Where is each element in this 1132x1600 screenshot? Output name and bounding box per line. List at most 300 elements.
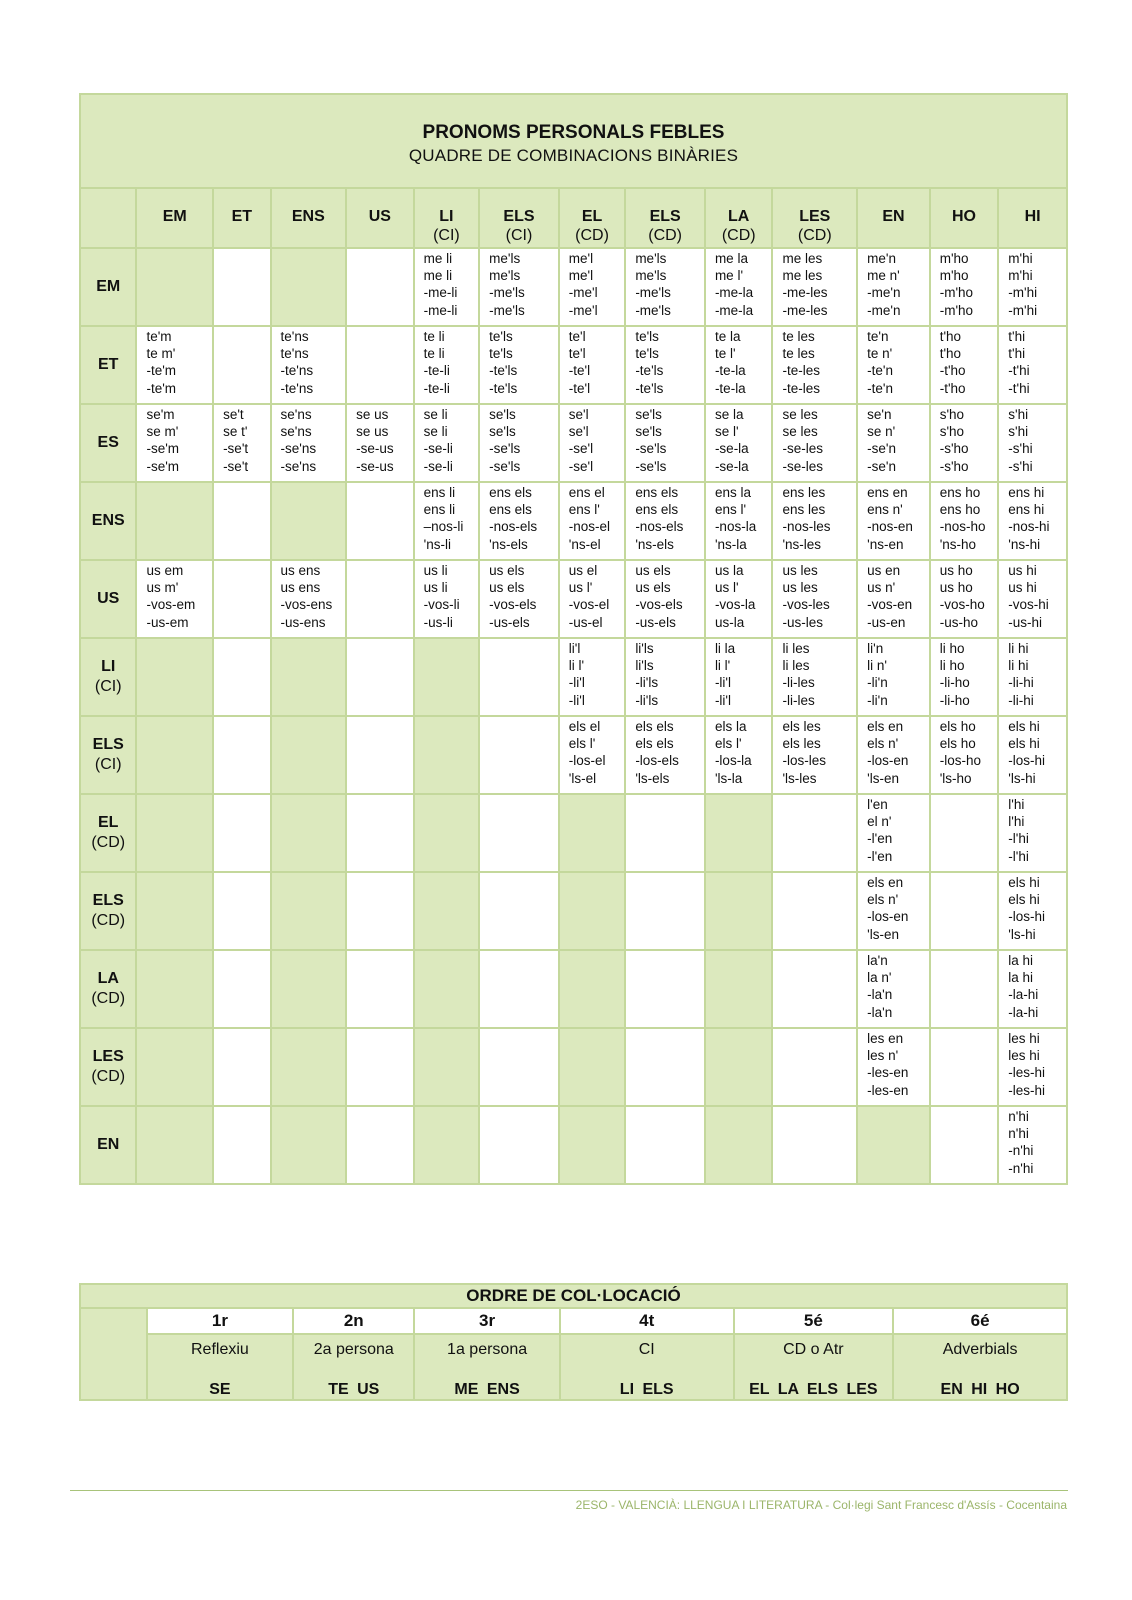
combination-form: m'ho <box>939 251 969 266</box>
combination-form: -se-li <box>423 441 453 457</box>
combination-cell <box>559 560 626 638</box>
combination-cell <box>136 482 213 560</box>
combination-form: -se'ls <box>635 458 667 474</box>
combination-form: -la-hi <box>1008 987 1039 1003</box>
combination-form: -vos-hi <box>1008 597 1049 613</box>
combination-form: -se'l <box>568 441 594 457</box>
combination-cell <box>772 872 857 950</box>
combination-form: -te-li <box>423 380 450 396</box>
order-pronouns: EL LA ELS LES <box>749 1381 878 1398</box>
combination-form: m'hi <box>1008 251 1033 266</box>
combination-form: li les <box>782 641 810 656</box>
combination-form: se'm <box>146 407 175 422</box>
combination-form: us hi <box>1008 580 1037 596</box>
combination-form: els l' <box>714 736 742 752</box>
combination-form: -s'ho <box>939 441 969 457</box>
combination-form: -vos-els <box>489 597 537 613</box>
combination-form: 'ns-les <box>782 536 822 552</box>
combination-cell <box>479 560 559 638</box>
row-header-sub: (CD) <box>91 834 126 851</box>
combination-form: -la'n <box>867 1004 893 1020</box>
column-header <box>998 188 1067 248</box>
row-header-name: ELS <box>92 892 124 909</box>
combination-form: li n' <box>867 658 887 674</box>
combination-cell <box>213 404 270 482</box>
order-pronouns: ME ENS <box>454 1381 520 1398</box>
combination-form: me la <box>714 251 748 266</box>
column-header-name: HO <box>951 208 976 225</box>
combination-cell <box>414 872 480 950</box>
combination-form: les en <box>867 1031 904 1046</box>
combination-cell <box>479 1028 559 1106</box>
combination-form: te la <box>714 329 741 344</box>
combination-form: els el <box>568 719 601 734</box>
column-header <box>705 188 773 248</box>
combination-cell <box>705 404 773 482</box>
combination-form: se us <box>356 424 389 440</box>
combination-form: li l' <box>714 658 731 674</box>
combination-form: li les <box>782 658 810 674</box>
combination-form: te'ls <box>489 346 513 362</box>
combination-cell <box>136 716 213 794</box>
combination-form: 'ns-en <box>867 536 904 552</box>
combination-form: -los-en <box>867 909 909 925</box>
combination-cell <box>559 1106 626 1184</box>
combination-form: -li-ho <box>939 675 970 691</box>
combination-form: se'ns <box>280 424 312 440</box>
column-header <box>136 188 213 248</box>
combination-cell <box>705 716 773 794</box>
combination-form: 'ls-en <box>867 770 899 786</box>
combination-form: -se-us <box>356 441 394 457</box>
combination-form: us els <box>635 580 671 596</box>
column-header <box>414 188 480 248</box>
combination-form: -te'ns <box>280 380 314 396</box>
combination-form: -les-hi <box>1008 1082 1046 1098</box>
combination-form: -te'l <box>568 380 591 396</box>
order-description: Adverbials <box>942 1341 1018 1358</box>
combination-cell <box>998 872 1067 950</box>
order-position: 2n <box>293 1308 414 1334</box>
order-description: 1a persona <box>447 1341 528 1358</box>
combination-form: -se'ns <box>280 458 317 474</box>
row-header-name: LA <box>97 970 119 987</box>
table-row <box>80 950 1067 1028</box>
combination-form: te l' <box>714 346 736 362</box>
row-header-sub: (CD) <box>91 990 126 1007</box>
combination-form: els n' <box>867 736 899 752</box>
row-header <box>80 248 136 326</box>
order-cell <box>414 1334 559 1400</box>
combination-form: 'ns-els <box>635 536 674 552</box>
order-position: 6é <box>893 1308 1067 1334</box>
row-header-name: ELS <box>92 736 124 753</box>
combination-form: te li <box>423 346 445 362</box>
combination-form: us les <box>782 580 818 596</box>
combination-form: li ho <box>939 641 965 656</box>
table-row <box>80 638 1067 716</box>
combination-form: -se'm <box>146 458 180 474</box>
combination-cell <box>930 638 999 716</box>
combination-form: -us-ens <box>280 614 326 630</box>
combination-form: se us <box>356 407 389 422</box>
combination-cell <box>705 794 773 872</box>
combination-form: li l' <box>568 658 585 674</box>
combination-form: els les <box>782 736 821 752</box>
order-description: 2a persona <box>313 1341 394 1358</box>
combination-form: se'ns <box>280 407 312 422</box>
row-header <box>80 482 136 560</box>
table-row <box>80 1028 1067 1106</box>
order-pronouns: SE <box>209 1381 231 1398</box>
combination-cell <box>772 482 857 560</box>
combination-form: -li'ls <box>635 675 659 691</box>
order-blank-cell <box>80 1308 147 1400</box>
combination-cell <box>857 482 930 560</box>
combination-form: se't <box>223 407 244 422</box>
combination-form: -vos-els <box>635 597 683 613</box>
combination-form: -te-les <box>782 380 820 396</box>
column-header <box>346 188 414 248</box>
combination-form: -se'ns <box>280 441 317 457</box>
combination-form: les n' <box>867 1048 899 1064</box>
order-description: Reflexiu <box>191 1341 249 1358</box>
combination-cell <box>705 950 773 1028</box>
combination-form: ens n' <box>867 502 903 518</box>
combination-form: -me'ls <box>489 285 525 301</box>
combination-cell <box>930 326 999 404</box>
combination-form: -te-li <box>423 363 450 379</box>
combination-cell <box>414 248 480 326</box>
combination-form: l'en <box>867 797 888 812</box>
combination-form: -se'ls <box>489 458 521 474</box>
combination-form: li'ls <box>635 658 654 674</box>
row-header-name: EL <box>98 814 119 831</box>
combination-form: li'n <box>867 641 884 656</box>
combination-cell <box>414 404 480 482</box>
combination-cell <box>136 1028 213 1106</box>
combination-form: -t'hi <box>1008 363 1030 379</box>
combination-cell <box>136 560 213 638</box>
combination-form: se les <box>782 407 818 422</box>
combination-cell <box>479 950 559 1028</box>
combination-cell <box>271 482 347 560</box>
combination-form: me les <box>782 268 823 284</box>
combination-cell <box>414 1028 480 1106</box>
combination-form: -vos-en <box>867 597 913 613</box>
combination-form: l'hi <box>1008 814 1025 830</box>
combination-cell <box>136 872 213 950</box>
combination-cell <box>857 638 930 716</box>
combination-form: ens el <box>568 485 605 500</box>
combination-form: us n' <box>867 580 896 596</box>
table-row <box>80 326 1067 404</box>
order-number-row <box>80 1308 1067 1334</box>
combination-cell <box>271 638 347 716</box>
combination-form: els les <box>782 719 821 734</box>
combination-cell <box>559 716 626 794</box>
combination-form: us els <box>635 563 671 578</box>
combination-cell <box>213 1106 270 1184</box>
row-header <box>80 560 136 638</box>
combination-form: -vos-ho <box>939 597 985 613</box>
combination-form: me'l <box>568 268 594 284</box>
combination-cell <box>772 404 857 482</box>
table-row <box>80 404 1067 482</box>
combination-cell <box>414 638 480 716</box>
combination-form: se'ls <box>489 407 516 422</box>
combination-form: 'ns-hi <box>1008 536 1041 552</box>
combination-form: -nos-el <box>568 519 611 535</box>
combination-form: te li <box>423 329 445 344</box>
combination-cell <box>346 950 414 1028</box>
combination-cell <box>998 638 1067 716</box>
combination-form: –nos-li <box>423 519 464 535</box>
combination-cell <box>479 404 559 482</box>
combination-form: -los-el <box>568 753 606 769</box>
combination-form: 'ns-la <box>714 536 747 552</box>
combination-cell <box>705 482 773 560</box>
order-body-row <box>80 1334 1067 1400</box>
combination-form: -se'n <box>867 458 896 474</box>
combination-cell <box>772 1028 857 1106</box>
combination-cell <box>705 872 773 950</box>
combination-cell <box>414 1106 480 1184</box>
combination-cell <box>479 638 559 716</box>
combination-form: les hi <box>1008 1031 1040 1046</box>
column-header-name: ELS <box>649 208 681 225</box>
combination-form: ens la <box>714 485 751 500</box>
combination-cell <box>559 638 626 716</box>
combination-form: s'hi <box>1008 407 1029 422</box>
combination-form: se li <box>423 407 448 422</box>
combination-form: se'ls <box>489 424 516 440</box>
footer-text: 2ESO - VALENCIÀ: LLENGUA I LITERATURA - Col·legi Sant Francesc d'Assís - Cocentaina <box>575 1498 1067 1512</box>
combination-cell <box>857 248 930 326</box>
combination-form: el n' <box>867 814 892 830</box>
combination-form: -te'ls <box>489 363 518 379</box>
combination-form: te'ls <box>635 346 659 362</box>
combination-form: -us-en <box>867 614 906 630</box>
combination-cell <box>346 1028 414 1106</box>
combination-form: us la <box>714 563 744 578</box>
combination-form: -li-les <box>782 692 815 708</box>
combination-form: us ens <box>280 563 321 578</box>
combination-form: -se'm <box>146 441 180 457</box>
combination-form: els els <box>635 719 674 734</box>
combination-form: te'n <box>867 329 889 344</box>
corner-cell <box>80 188 136 248</box>
combination-form: ens ho <box>939 485 981 500</box>
column-header-sub: (CI) <box>433 227 460 244</box>
combination-form: ens els <box>489 502 532 518</box>
combination-cell <box>559 404 626 482</box>
combination-form: -li'l <box>568 675 585 691</box>
combination-form: -te'm <box>146 380 177 396</box>
combination-cell <box>857 1028 930 1106</box>
combination-cell <box>857 794 930 872</box>
combination-cell <box>625 482 705 560</box>
combination-cell <box>705 560 773 638</box>
order-title: ORDRE DE COL·LOCACIÓ <box>80 1284 1067 1308</box>
combination-cell <box>346 638 414 716</box>
combination-cell <box>772 794 857 872</box>
combination-cell <box>479 872 559 950</box>
combination-cell <box>625 716 705 794</box>
combination-cell <box>559 248 626 326</box>
combination-form: -se't <box>223 458 249 474</box>
combination-form: us el <box>568 563 598 578</box>
combination-cell <box>772 248 857 326</box>
combination-form: -l'hi <box>1008 848 1029 864</box>
combination-form: els hi <box>1008 875 1040 890</box>
combination-form: -los-hi <box>1008 909 1046 925</box>
combination-cell <box>705 248 773 326</box>
combination-form: se'n <box>867 407 892 422</box>
combination-form: ens hi <box>1008 502 1045 518</box>
combinations-table <box>79 93 1068 1185</box>
combination-form: la n' <box>867 970 892 986</box>
combination-form: -les-en <box>867 1082 909 1098</box>
combination-form: us m' <box>146 580 179 596</box>
combination-cell <box>213 248 270 326</box>
combination-cell <box>346 716 414 794</box>
combination-cell <box>772 326 857 404</box>
combination-form: 'ls-hi <box>1008 926 1036 942</box>
column-header-sub: (CI) <box>505 227 533 244</box>
combination-form: -vos-ens <box>280 597 333 613</box>
combination-form: -l'en <box>867 831 893 847</box>
combination-form: 'ls-hi <box>1008 770 1036 786</box>
combination-form: m'ho <box>939 268 969 284</box>
combination-form: -li-hi <box>1008 692 1034 708</box>
row-header-name: ET <box>98 356 119 373</box>
combination-form: -me'ls <box>635 285 671 301</box>
combination-form: te les <box>782 346 815 362</box>
combination-form: us-la <box>714 614 745 630</box>
column-header <box>772 188 857 248</box>
combination-cell <box>479 716 559 794</box>
combination-cell <box>705 1106 773 1184</box>
combination-form: ens en <box>867 485 908 500</box>
combination-form: me'n <box>867 251 896 266</box>
combination-form: els n' <box>867 892 899 908</box>
combination-form: -se'n <box>867 441 896 457</box>
combination-cell <box>559 950 626 1028</box>
combination-form: -los-la <box>714 753 752 769</box>
row-header-name: ENS <box>91 512 125 529</box>
combination-cell <box>271 560 347 638</box>
combination-form: -te'ns <box>280 363 314 379</box>
combination-form: t'ho <box>939 346 962 362</box>
combination-cell <box>772 716 857 794</box>
combination-form: -me-la <box>714 285 754 301</box>
combination-form: -te'n <box>867 380 893 396</box>
combination-form: te'l <box>568 346 586 362</box>
footer-divider <box>70 1490 1068 1491</box>
combination-cell <box>271 248 347 326</box>
combination-cell <box>625 248 705 326</box>
combination-form: -se-us <box>356 458 394 474</box>
combination-form: us hi <box>1008 563 1037 578</box>
combination-form: te n' <box>867 346 893 362</box>
combination-form: us ho <box>939 580 973 596</box>
combination-cell <box>271 794 347 872</box>
combination-form: te les <box>782 329 815 344</box>
combination-form: els els <box>635 736 674 752</box>
combination-form: -se-les <box>782 458 823 474</box>
combination-form: -me'ls <box>635 302 671 318</box>
combination-cell <box>479 794 559 872</box>
combination-form: -nos-hi <box>1008 519 1050 535</box>
combination-form: li ho <box>939 658 965 674</box>
order-cell <box>893 1334 1067 1400</box>
column-header <box>479 188 559 248</box>
column-header-sub: (CD) <box>721 227 756 244</box>
combination-cell <box>772 950 857 1028</box>
combination-form: -se-la <box>714 441 749 457</box>
row-header-name: EM <box>96 278 121 295</box>
column-header-name: EL <box>581 208 603 225</box>
combination-form: me n' <box>867 268 900 284</box>
combination-cell <box>346 248 414 326</box>
combination-form: te m' <box>146 346 176 362</box>
combination-form: els hi <box>1008 736 1040 752</box>
combination-form: -nos-la <box>714 519 757 535</box>
combination-form: ens els <box>635 485 679 500</box>
combination-cell <box>930 560 999 638</box>
combination-cell <box>479 1106 559 1184</box>
combination-form: -li'n <box>867 692 888 708</box>
combination-form: us li <box>423 580 448 596</box>
combination-form: us els <box>489 563 525 578</box>
combination-cell <box>346 560 414 638</box>
combination-form: s'ho <box>939 424 965 440</box>
combination-cell <box>346 872 414 950</box>
order-table <box>79 1283 1068 1401</box>
combination-form: -li'l <box>568 692 585 708</box>
combination-form: -li-les <box>782 675 815 691</box>
combination-form: me les <box>782 251 823 266</box>
combination-form: -me-li <box>423 285 458 301</box>
combination-cell <box>213 716 270 794</box>
combination-cell <box>998 560 1067 638</box>
column-header-sub: (CD) <box>797 227 832 244</box>
combination-form: -m'hi <box>1008 285 1038 301</box>
combination-cell <box>271 716 347 794</box>
combination-form: -me-les <box>782 302 828 318</box>
row-header <box>80 638 136 716</box>
combination-cell <box>705 326 773 404</box>
combination-form: us ho <box>939 563 973 578</box>
table-body <box>80 248 1067 1184</box>
combination-form: se'ls <box>635 424 662 440</box>
combination-form: ens l' <box>714 502 747 518</box>
row-header <box>80 326 136 404</box>
combination-form: te'ns <box>280 329 309 344</box>
table-row <box>80 560 1067 638</box>
combination-cell <box>930 950 999 1028</box>
combination-form: els ho <box>939 736 976 752</box>
combination-form: 'ns-li <box>423 536 451 552</box>
combination-form: ens les <box>782 502 826 518</box>
combination-form: -te'ls <box>489 380 518 396</box>
combination-cell <box>998 1106 1067 1184</box>
table-row <box>80 716 1067 794</box>
combination-form: se t' <box>223 424 248 440</box>
combination-cell <box>213 638 270 716</box>
combination-form: ens hi <box>1008 485 1045 500</box>
